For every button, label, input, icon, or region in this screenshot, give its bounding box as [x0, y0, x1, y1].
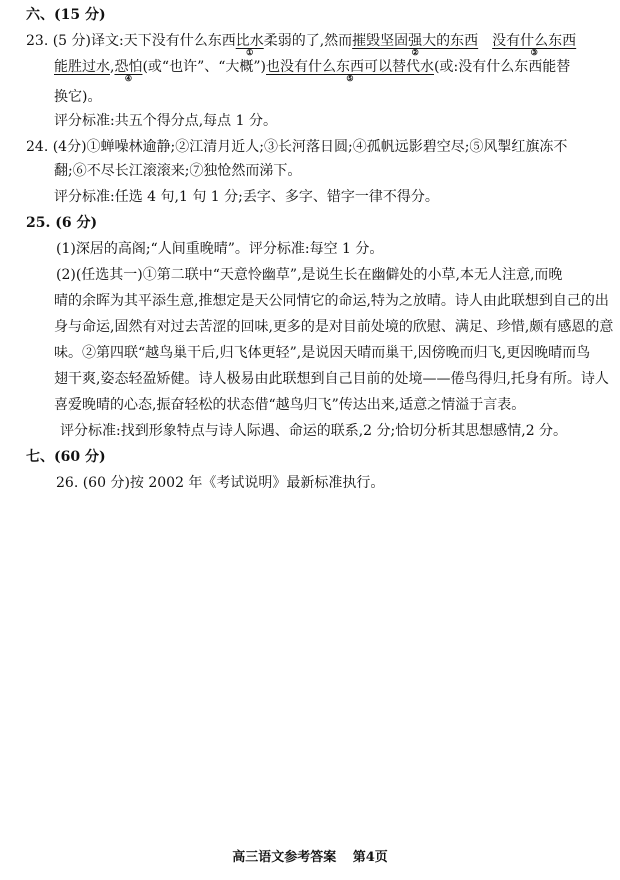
- q24-line-2: 翻;⑥不尽长江滚滚来;⑦独怆然而涕下。: [54, 163, 302, 179]
- section-7-heading: 七、(60 分): [26, 449, 106, 465]
- page-footer: [0, 846, 620, 865]
- footer-page-number: 第4页: [352, 850, 388, 865]
- q23-point-5: 也没有什么东西可以替代水 ⑤: [266, 59, 435, 83]
- q23-line-3: 换它)。: [54, 89, 102, 105]
- q25-part-2-line: 喜爱晚晴的心态,振奋轻松的状态借“越鸟归飞”传达出来,适意之情溢于言表。: [54, 397, 526, 413]
- q25-heading: 25. (6 分): [26, 215, 98, 231]
- q25-part-2-line: 味。②第四联“越鸟巢干后,归飞体更轻”,是说因天晴而巢干,因傍晚而归飞,更因晚晴而鸟: [54, 345, 591, 361]
- point-mark-1: ①: [246, 47, 254, 57]
- q23-lead: 23. (5 分)译文:天下没有什么东西: [26, 33, 236, 49]
- point-mark-5: ⑤: [346, 73, 354, 83]
- q24-line-1: 24. (4分)①蝉噪林逾静;②江清月近人;③长河落日圆;④孤帆远影碧空尽;⑤风掣红旗冻不: [26, 139, 568, 155]
- q26-text: 26. (60 分)按 2002 年《考试说明》最新标准执行。: [56, 475, 385, 491]
- q25-part-1: (1)深居的高阁;“人间重晚晴”。评分标准:每空 1 分。: [56, 241, 384, 257]
- q25-part-2-line: 晴的余晖为其平添生意,推想定是天公同情它的命运,特为之放晴。诗人由此联想到自己的出: [54, 293, 609, 309]
- q23-text-3: (或“也许”、“大概”): [142, 59, 267, 75]
- point-mark-4: ④: [124, 73, 133, 83]
- q25-part-2-line: 翅干爽,姿态轻盈矫健。诗人极易由此联想到自己目前的处境——倦鸟得归,托身有所。诗人: [54, 371, 609, 387]
- point-mark-3: ③: [530, 47, 538, 57]
- point-mark-2: ②: [411, 47, 419, 57]
- q23-text-4: (或:没有什么东西能替: [434, 59, 571, 75]
- q23-point-2: 摧毁坚固强大的东西 ②: [352, 33, 479, 57]
- q23-point-1: 比水 ①: [235, 33, 264, 57]
- footer-subject: 高三语文参考答案: [232, 850, 337, 865]
- q23-comma: ,: [110, 59, 115, 75]
- q25-part-2-line: 身与命运,固然有对过去苦涩的回味,更多的是对目前处境的欣慰、满足、珍惜,颇有感恩的意: [54, 319, 614, 335]
- q23-text-1: 柔弱的了,然而: [263, 33, 353, 49]
- q25-part-2-line: (2)(任选其一)①第二联中“天意怜幽草”,是说生长在幽僻处的小草,本无人注意,而晚: [56, 267, 563, 283]
- q24-criteria: 评分标准:任选 4 句,1 句 1 分;丢字、多字、错字一律不得分。: [54, 189, 439, 205]
- q23-line-2: [54, 58, 620, 83]
- q23-point-3b: 能胜过水: [54, 59, 110, 75]
- q23-point-3a: 没有什么东西 ③: [492, 33, 577, 57]
- q23-point-4: 恐怕 ④: [114, 59, 143, 83]
- section-6-heading: 六、(15 分): [26, 7, 106, 23]
- q25-criteria: 评分标准:找到形象特点与诗人际遇、命运的联系,2 分;恰切分析其思想感情,2 分。: [60, 423, 568, 439]
- q23-line-1: [26, 32, 620, 57]
- q23-criteria: 评分标准:共五个得分点,每点 1 分。: [54, 113, 277, 129]
